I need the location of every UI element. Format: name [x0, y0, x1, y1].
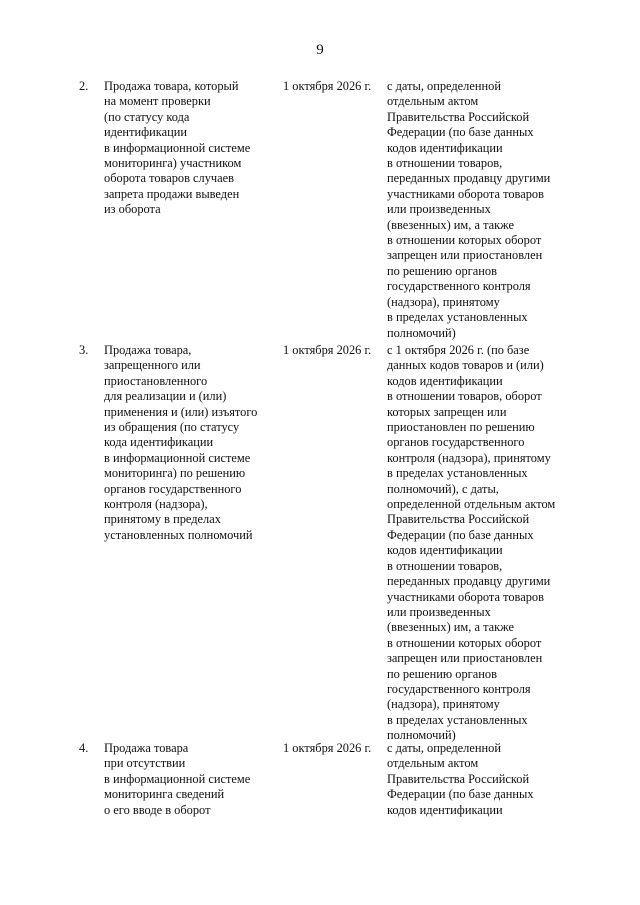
description-line: Продажа товара, который	[104, 79, 239, 93]
row-number: 4.	[79, 741, 89, 755]
condition-line: кодов идентификации	[387, 543, 503, 558]
condition-line: переданных продавцу другими	[387, 574, 551, 589]
condition-line: по решению органов	[387, 263, 497, 278]
condition-line: (надзора), принятому	[387, 294, 500, 309]
condition-line: полномочий), с даты,	[387, 481, 499, 496]
description-line: при отсутствии	[104, 756, 186, 771]
row-number: 3.	[79, 343, 89, 357]
condition-line: (надзора), принятому	[387, 697, 500, 712]
row-condition	[387, 343, 577, 744]
row-condition	[387, 741, 577, 818]
description-line: принятому в пределах	[104, 512, 221, 527]
description-line: о его вводе в оборот	[104, 802, 211, 817]
condition-line: Правительства Российской	[387, 109, 530, 124]
row-date: 1 октября 2026 г.	[283, 741, 372, 755]
condition-line: Правительства Российской	[387, 512, 530, 527]
description-line: оборота товаров случаев	[104, 171, 235, 186]
description-line: кода идентификации	[104, 435, 214, 450]
condition-line: полномочий)	[387, 728, 456, 743]
condition-line: приостановлен по решению	[387, 420, 535, 435]
condition-line: полномочий)	[387, 325, 456, 340]
condition-line: Правительства Российской	[387, 771, 530, 786]
condition-line: (ввезенных) им, а также	[387, 217, 515, 232]
description-line: мониторинга) участником	[104, 156, 242, 171]
description-line: идентификации	[104, 125, 187, 140]
condition-line: или произведенных	[387, 202, 491, 217]
condition-line: Федерации (по базе данных	[387, 527, 534, 542]
condition-line: кодов идентификации	[387, 802, 503, 817]
condition-line: кодов идентификации	[387, 373, 503, 388]
description-line: мониторинга) по решению	[104, 466, 246, 481]
condition-line: определенной отдельным актом	[387, 497, 556, 512]
condition-line: запрещен или приостановлен	[387, 248, 543, 263]
description-line: в информационной системе	[104, 450, 251, 465]
condition-line: отдельным актом	[387, 94, 479, 109]
row-condition	[387, 79, 577, 341]
condition-line: запрещен или приостановлен	[387, 651, 543, 666]
condition-line: в пределах установленных	[387, 712, 528, 727]
description-line: запрещенного или	[104, 358, 201, 373]
row-number: 2.	[79, 79, 89, 93]
row-date: 1 октября 2026 г.	[283, 343, 372, 357]
condition-line: контроля (надзора), принятому	[387, 450, 551, 465]
description-line: контроля (надзора),	[104, 497, 208, 512]
condition-line: участниками оборота товаров	[387, 186, 544, 201]
condition-line: отдельным актом	[387, 756, 479, 771]
condition-line: в отношении которых оборот	[387, 635, 542, 650]
condition-line: по решению органов	[387, 666, 497, 681]
row-description	[104, 343, 274, 543]
condition-line: участниками оборота товаров	[387, 589, 544, 604]
condition-line: которых запрещен или	[387, 404, 507, 419]
condition-line: в отношении которых оборот	[387, 233, 542, 248]
description-line: приостановленного	[104, 373, 208, 388]
row-description	[104, 741, 274, 818]
condition-line: в отношении товаров, оборот	[387, 389, 542, 404]
description-line: Продажа товара	[104, 741, 189, 755]
description-line: на момент проверки	[104, 94, 211, 109]
condition-line: в пределах установленных	[387, 466, 528, 481]
condition-line: в отношении товаров,	[387, 156, 503, 171]
condition-line: государственного контроля	[387, 681, 531, 696]
description-line: органов государственного	[104, 481, 242, 496]
row-date: 1 октября 2026 г.	[283, 79, 372, 93]
condition-line: (ввезенных) им, а также	[387, 620, 515, 635]
condition-line: переданных продавцу другими	[387, 171, 551, 186]
condition-line: или произведенных	[387, 604, 491, 619]
description-line: в информационной системе	[104, 140, 251, 155]
description-line: из обращения (по статусу	[104, 420, 240, 435]
condition-line: данных кодов товаров и (или)	[387, 358, 544, 373]
description-line: (по статусу кода	[104, 109, 190, 124]
condition-line: с даты, определенной	[387, 741, 501, 755]
description-line: в информационной системе	[104, 771, 251, 786]
description-line: для реализации и (или)	[104, 389, 227, 404]
description-line: установленных полномочий	[104, 527, 253, 542]
condition-line: Федерации (по базе данных	[387, 125, 534, 140]
condition-line: кодов идентификации	[387, 140, 503, 155]
description-line: мониторинга сведений	[104, 787, 225, 802]
condition-line: Федерации (по базе данных	[387, 787, 534, 802]
page-number: 9	[316, 42, 324, 58]
condition-line: в отношении товаров,	[387, 558, 503, 573]
description-line: Продажа товара,	[104, 343, 192, 357]
row-description	[104, 79, 274, 218]
condition-line: с 1 октября 2026 г. (по базе	[387, 343, 530, 357]
condition-line: в пределах установленных	[387, 310, 528, 325]
condition-line: государственного контроля	[387, 279, 531, 294]
condition-line: органов государственного	[387, 435, 525, 450]
description-line: из оборота	[104, 202, 161, 217]
description-line: запрета продажи выведен	[104, 186, 240, 201]
description-line: применения и (или) изъятого	[104, 404, 258, 419]
condition-line: с даты, определенной	[387, 79, 501, 93]
